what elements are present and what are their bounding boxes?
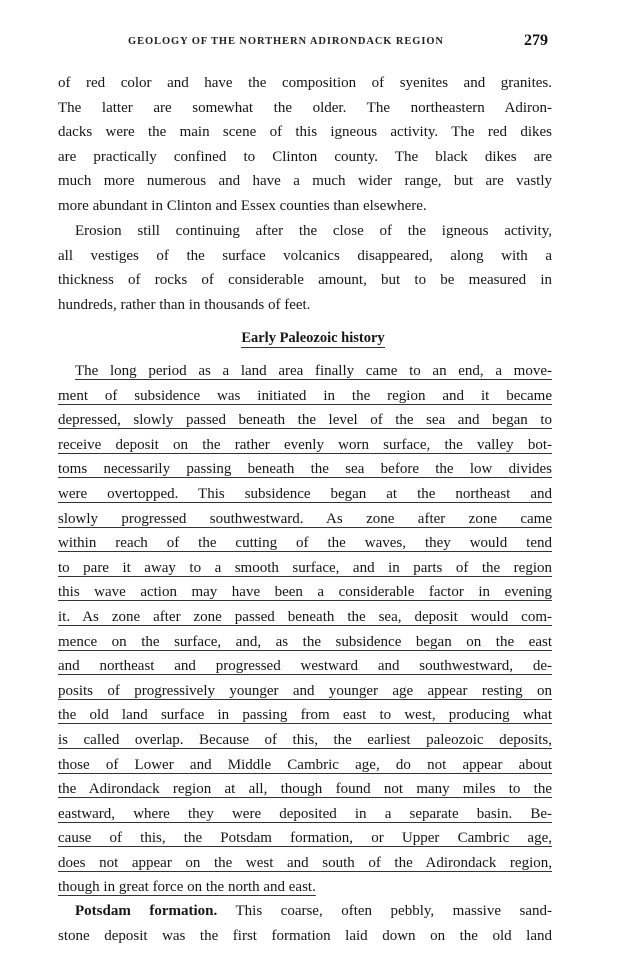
text-line: of red color and have the composition of syenites and granites. — [58, 75, 552, 91]
text-line: cause of this, the Potsdam formation, or Upper Cambric age, — [58, 830, 552, 847]
paragraph-3 — [58, 359, 552, 900]
paragraph-1 — [58, 71, 552, 219]
text-line: it. As zone after zone passed beneath the sea, deposit would com- — [58, 608, 552, 625]
text-line: much more numerous and have a much wider range, but are vastly — [58, 173, 552, 190]
running-title: GEOLOGY OF THE NORTHERN ADIRONDACK REGION — [128, 36, 444, 47]
text-line: mence on the surface, and, as the subsidence began on the east — [58, 633, 552, 650]
text-line: depressed, slowly passed beneath the level of the sea and began to — [58, 412, 552, 429]
text-line: and northeast and progressed westward and southwestward, de- — [58, 658, 552, 675]
text-line — [58, 899, 552, 924]
text-line: slowly progressed southwestward. As zone after zone came — [58, 510, 552, 527]
text-line: thickness of rocks of considerable amount, but to be measured in — [58, 272, 552, 289]
text-line: were overtopped. This subsidence began at the northeast and — [58, 485, 552, 502]
run-in-heading: Potsdam formation. — [75, 903, 218, 919]
text-line: toms necessarily passing beneath the sea before the low divides — [58, 461, 552, 478]
text-line-rest: This coarse, often pebbly, massive sand- — [217, 903, 552, 919]
text-line: hundreds, rather than in thousands of feet. — [58, 296, 311, 313]
text-line: dacks were the main scene of this igneous activity. The red dikes — [58, 124, 552, 141]
text-line: receive deposit on the rather evenly worn surface, the valley bot- — [58, 436, 552, 453]
text-line: within reach of the cutting of the waves, they would tend — [58, 535, 552, 552]
text-line: does not appear on the west and south of the Adirondack region, — [58, 854, 552, 871]
text-line: posits of progressively younger and younger age appear resting on — [58, 682, 552, 699]
text-line: though in great force on the north and east. — [58, 879, 316, 896]
text-line: The long period as a land area finally came to an end, a move- — [75, 363, 552, 379]
section-heading-text: Early Paleozoic history — [241, 330, 385, 346]
text-line: this wave action may have been a considerable factor in evening — [58, 584, 552, 601]
paragraph-4 — [58, 899, 552, 948]
text-line: the Adirondack region at all, though found not many miles to the — [58, 781, 552, 798]
section-heading — [0, 330, 626, 347]
text-line: those of Lower and Middle Cambric age, do not appear about — [58, 756, 552, 773]
text-line: eastward, where they were deposited in a separate basin. Be- — [58, 805, 552, 822]
text-line: are practically confined to Clinton county. The black dikes are — [58, 148, 552, 165]
text-line: more abundant in Clinton and Essex counties than elsewhere. — [58, 197, 427, 214]
running-head — [128, 32, 548, 52]
text-line: ment of subsidence was initiated in the region and it became — [58, 387, 552, 404]
text-line: all vestiges of the surface volcanics disappeared, along with a — [58, 247, 552, 264]
text-line: Erosion still continuing after the close of the igneous activity, — [75, 223, 552, 239]
paragraph-2 — [58, 219, 552, 317]
text-line: The latter are somewhat the older. The northeastern Adiron- — [58, 99, 552, 116]
text-line: is called overlap. Because of this, the earliest paleozoic deposits, — [58, 731, 552, 748]
page-number: 279 — [524, 32, 548, 49]
text-line: to pare it away to a smooth surface, and in parts of the region — [58, 559, 552, 576]
text-line: stone deposit was the first formation laid down on the old land — [58, 927, 552, 944]
text-line: the old land surface in passing from east to west, producing what — [58, 707, 552, 724]
